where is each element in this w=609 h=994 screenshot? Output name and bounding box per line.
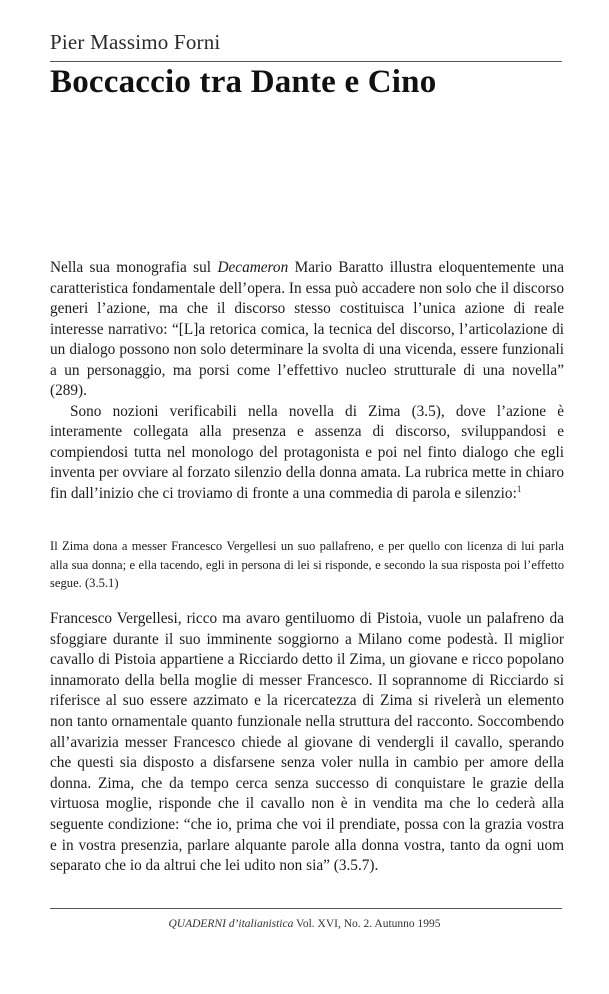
opening-text <box>50 258 564 504</box>
header-rule <box>50 61 562 62</box>
journal-footer <box>0 918 609 930</box>
paragraph-2 <box>50 402 564 505</box>
journal-issue: Vol. XVI, No. 2. Autunno 1995 <box>293 918 441 930</box>
article-title: Boccaccio tra Dante e Cino <box>50 64 437 100</box>
continuation-text <box>50 609 564 877</box>
work-title-decameron: Decameron <box>217 259 289 276</box>
block-quote: Il Zima dona a messer Francesco Vergellesi un suo pallafreno, e per quello con licenza di lui parla alla sua donna; e ella tacendo, egli in persona di lei si risponde, e secondo la sua risposta poi l’effetto segue. (3.5.1) <box>50 539 564 591</box>
paragraph-1-lead: Nella sua monografia sul <box>50 259 218 276</box>
paragraph-3: Francesco Vergellesi, ricco ma avaro gentiluomo di Pistoia, vuole un palafreno da sfoggiare durante il suo imminente soggiorno a Milano come podestà. Il miglior cavallo di Pistoia appartiene a Ricciardo detto il Zima, un giovane e ricco popolano innamorato della bella moglie di messer Francesco. Il soprannome di Ricciardo si riferisce al suo essere azzimato e la ricercatezza di Zima si rivelerà un elemento non tanto ornamentale quanto funzionale nella struttura del racconto. Soccombendo all’avarizia messer Francesco chiede al giovane di vendergli il cavallo, sperando che questi sia disposto a disfarsene senza voler nulla in cambio per amore della donna. Zima, che da tempo cerca senza successo di conquistare le grazie della virtuosa moglie, risponde che il cavallo non è in vendita ma che lo cederà alla seguente condizione: “che io, prima che voi il prendiate, possa con la grazia vostra e in vostra presenzia, parlare alquante parole alla donna vostra, tanto da ogni uom separato che io da altrui che lei udito non sia” (3.5.7). <box>50 610 564 875</box>
journal-name: QUADERNI d’italianistica <box>168 918 294 930</box>
paragraph-2-text: Sono nozioni verificabili nella novella di Zima (3.5), dove l’azione è interamente collegata alla presenza e assenza di discorso, sviluppandosi e compiendosi tutta nel monologo del protagonista e poi nel finto dialogo che egli inventa per ovviare al forzato silenzio della donna amata. La rubrica mette in chiaro fin dall’inizio che ci troviamo di fronte a una commedia di parola e silenzio: <box>50 402 564 502</box>
footnote-marker: 1 <box>516 483 522 494</box>
paragraph-1-rest: Mario Baratto illustra eloquentemente una caratteristica fondamentale dell’opera. In essa può accadere non solo che il discorso generi l’azione, ma che il discorso stesso costituisca l’unica azione di reale interesse narrativo: “[L]a retorica comica, la tecnica del discorso, l’articolazione di un dialogo possono non solo determinare la svolta di una vicenda, essere funzionali a un personaggio, ma porsi come l’effettivo nucleo strutturale di una novella” (289). <box>50 259 564 399</box>
paragraph-1 <box>50 258 564 402</box>
author-name: Pier Massimo Forni <box>50 30 221 54</box>
footer-rule <box>50 908 562 909</box>
